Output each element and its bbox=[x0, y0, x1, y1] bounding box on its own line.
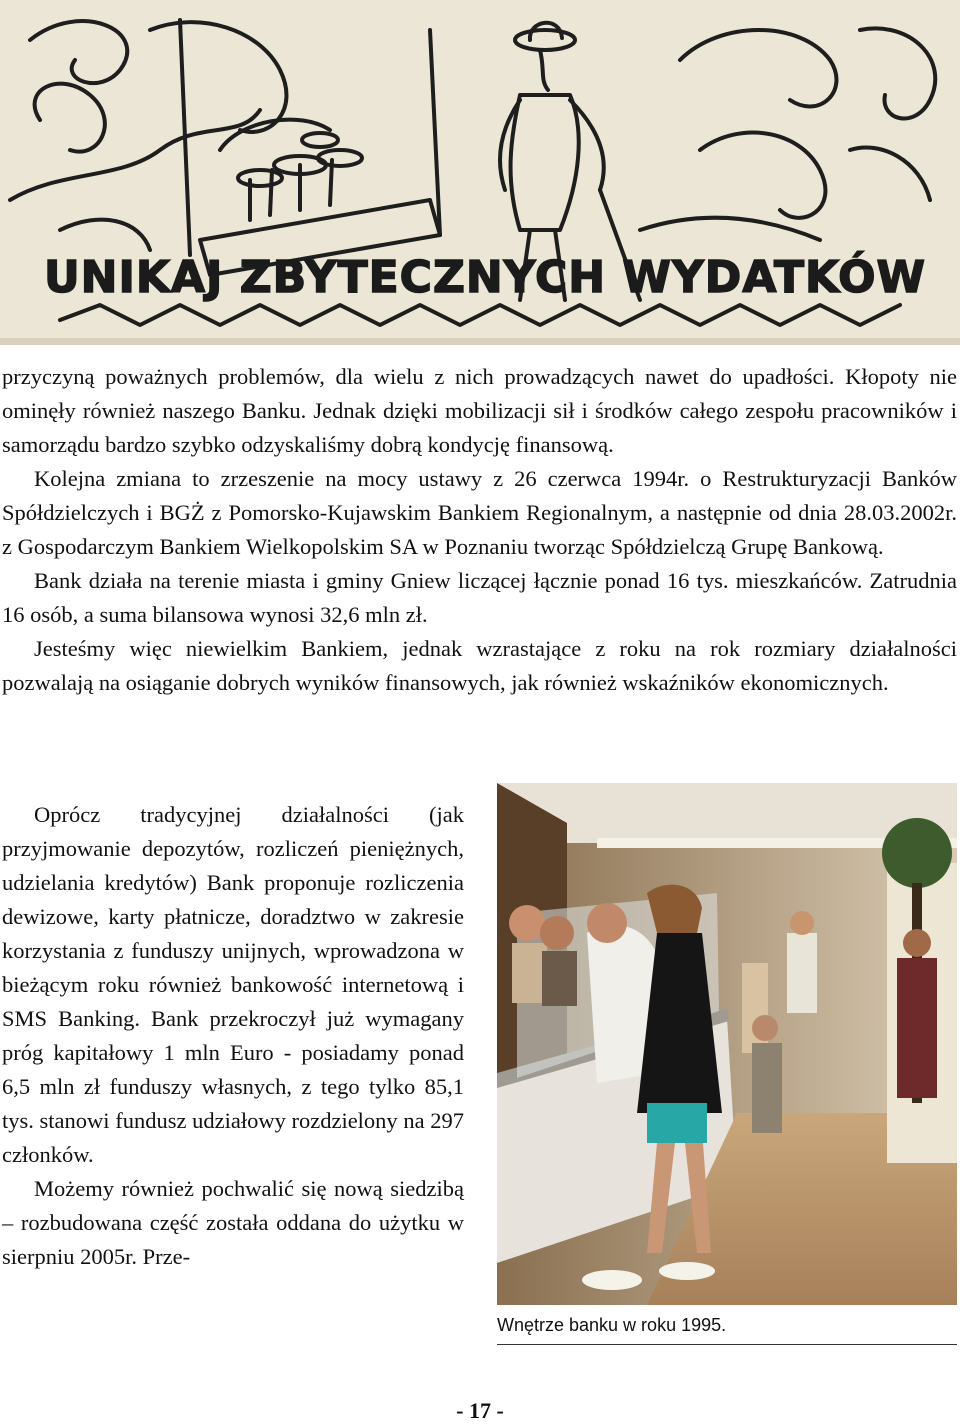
poster-illustration bbox=[0, 0, 960, 345]
paragraph-4: Jesteśmy więc niewielkim Bankiem, jednak wzrastające z roku na rok rozmiary działalności pozwalają na osiąganie dobrych wyników finansowych, jak również wskaźników ekonomicznych. bbox=[2, 636, 957, 695]
bank-interior-photo bbox=[497, 783, 957, 1305]
page-number: - 17 - bbox=[456, 1398, 504, 1423]
paragraph-5: Oprócz tradycyjnej działalności (jak przyjmowanie depozytów, rozliczeń pieniężnych, udzielania kredytów) Bank proponuje rozliczenia dewizowe, karty płatnicze, doradztwo w zakresie korzystania z funduszy unijnych, wprowadzona w bieżącym roku również bankowość internetową i SMS Banking. Bank przekroczył już wymagany próg kapitałowy 1 mln Euro - posiadamy ponad 6,5 mln zł funduszy własnych, z tego tylko 85,1 tys. stanowi fundusz udziałowy rozdzielony na 297 członków. bbox=[2, 802, 464, 1167]
photo-caption: Wnętrze banku w roku 1995. bbox=[497, 1312, 957, 1345]
paragraph-1: przyczyną poważnych problemów, dla wielu z nich prowadzących nawet do upadłości. Kłopoty nie ominęły również naszego Banku. Jednak dzięki mobilizacji sił i środków całego zespołu pracowników i samorządu bardzo szybko odzyskaliśmy dobrą kondycję finansową. bbox=[2, 364, 957, 457]
paragraph-6: Możemy również pochwalić się nową siedzibą – rozbudowana część została oddana do użytku w sierpniu 2005r. Prze- bbox=[2, 1176, 464, 1269]
poster-slogan: UNIKAJ ZBYTECZNYCH WYDATKÓW bbox=[43, 251, 927, 303]
photo-drawing bbox=[497, 783, 957, 1305]
paragraph-3: Bank działa na terenie miasta i gminy Gniew liczącej łącznie ponad 16 tys. mieszkańców. Zatrudnia 16 osób, a suma bilansowa wynosi 32,6 mln zł. bbox=[2, 568, 957, 627]
article-text-full-width bbox=[2, 360, 957, 700]
article-text-column bbox=[2, 798, 464, 1274]
paragraph-2: Kolejna zmiana to zrzeszenie na mocy ustawy z 26 czerwca 1994r. o Restrukturyzacji Banków Spółdzielczych i BGŻ z Pomorsko-Kujawskim Bankiem Regionalnym, a następnie od dnia 28.03.2002r. z Gospodarczym Bankiem Wielkopolskim SA w Poznaniu tworząc Spółdzielczą Grupę Bankową. bbox=[2, 466, 957, 559]
